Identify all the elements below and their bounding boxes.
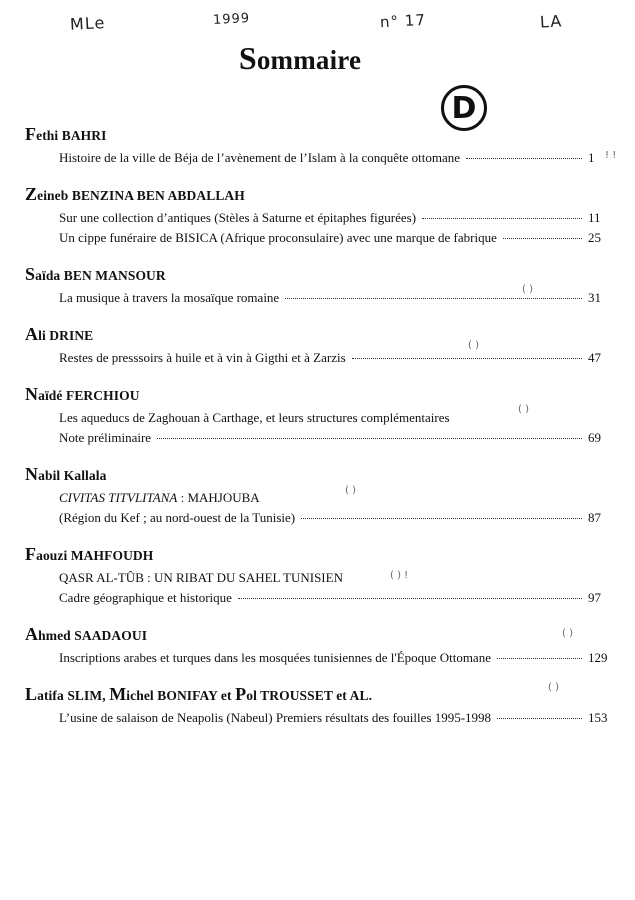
toc-entry	[59, 568, 610, 588]
pencil-mark: ! !	[605, 150, 617, 161]
author-name: Zeineb BENZINA BEN ABDALLAH	[25, 184, 245, 204]
toc-section	[25, 462, 610, 528]
handwritten-note: LA	[539, 11, 563, 32]
pencil-mark: ( )	[522, 284, 533, 295]
article-title: Histoire de la ville de Béja de l’avènement de l’Islam à la conquête ottomane	[59, 150, 461, 165]
author-name: Latifa SLIM, Michel BONIFAY et Pol TROUSSET et AL.	[25, 684, 373, 704]
page-number: 69	[588, 430, 601, 445]
toc-section	[25, 542, 610, 608]
toc-section	[25, 682, 610, 728]
page-number: 1	[588, 150, 595, 165]
article-title: CIVITAS TITVLITANA : MAHJOUBA	[59, 490, 260, 505]
author-name: Fethi BAHRI	[25, 124, 107, 144]
article-title: Un cippe funéraire de BISICA (Afrique proconsulaire) avec une marque de fabrique	[59, 230, 497, 245]
author-name: Naïdé FERCHIOU	[25, 384, 140, 404]
dot-leader	[352, 358, 582, 359]
page-number: 97	[588, 590, 601, 605]
pencil-mark: ( )	[548, 682, 559, 693]
handwritten-note: 1999	[212, 11, 251, 28]
pencil-mark: ( ) !	[390, 570, 409, 581]
dot-leader	[497, 718, 582, 719]
article-title: Sur une collection d’antiques (Stèles à Saturne et épitaphes figurées)	[59, 210, 417, 225]
toc-entry	[59, 708, 610, 728]
article-title: Inscriptions arabes et turques dans les mosquées tunisiennes de l'Époque Ottomane	[59, 650, 491, 665]
page-number: 31	[588, 290, 601, 305]
pencil-mark: ( )	[468, 340, 479, 351]
toc-section	[25, 382, 610, 448]
author-name: Saïda BEN MANSOUR	[25, 264, 166, 284]
toc-entry	[59, 648, 610, 668]
article-title: Cadre géographique et historique	[59, 590, 232, 605]
toc-section	[25, 182, 610, 248]
toc-section	[25, 122, 610, 168]
article-title: Les aqueducs de Zaghouan à Carthage, et leurs structures complémentaires	[59, 410, 450, 425]
table-of-contents	[25, 122, 610, 742]
author-name: Faouzi MAHFOUDH	[25, 544, 154, 564]
pencil-mark: ( )	[562, 628, 573, 639]
pencil-mark: ( )	[345, 485, 356, 496]
pencil-mark: ( )	[518, 404, 529, 415]
article-title: L’usine de salaison de Neapolis (Nabeul) Premiers résultats des fouilles 1995-1998	[59, 710, 492, 725]
author-name: Nabil Kallala	[25, 464, 107, 484]
toc-entry	[59, 348, 610, 368]
toc-entry	[59, 208, 610, 228]
toc-entry	[59, 488, 610, 508]
article-title: Note préliminaire	[59, 430, 152, 445]
page-number: 11	[588, 210, 601, 225]
dot-leader	[301, 518, 582, 519]
toc-section	[25, 622, 610, 668]
toc-section	[25, 322, 610, 368]
dot-leader	[503, 238, 582, 239]
author-name: Ahmed SAADAOUI	[25, 624, 148, 644]
dot-leader	[422, 218, 582, 219]
toc-entry	[59, 228, 610, 248]
page-number: 129	[588, 650, 608, 665]
toc-entry	[59, 148, 610, 168]
page-title: Sommaire	[238, 40, 362, 76]
dot-leader	[238, 598, 582, 599]
page-number: 25	[588, 230, 601, 245]
page-number: 47	[588, 350, 601, 365]
toc-entry	[59, 428, 610, 448]
dot-leader	[466, 158, 582, 159]
author-name: Ali DRINE	[25, 324, 94, 344]
dot-leader	[157, 438, 582, 439]
article-title: (Région du Kef ; au nord-ouest de la Tunisie)	[59, 510, 296, 525]
toc-entry	[59, 508, 610, 528]
article-title: La musique à travers la mosaïque romaine	[59, 290, 280, 305]
library-stamp: D	[441, 85, 487, 131]
article-title: Restes de presssoirs à huile et à vin à Gigthi et à Zarzis	[59, 350, 346, 365]
page-number: 153	[588, 710, 608, 725]
article-title: QASR AL-TÛB : UN RIBAT DU SAHEL TUNISIEN	[59, 570, 343, 585]
dot-leader	[497, 658, 582, 659]
dot-leader	[285, 298, 582, 299]
toc-entry	[59, 588, 610, 608]
handwritten-note: MLe	[69, 13, 106, 34]
handwritten-note: n° 17	[379, 10, 427, 32]
page-number: 87	[588, 510, 601, 525]
